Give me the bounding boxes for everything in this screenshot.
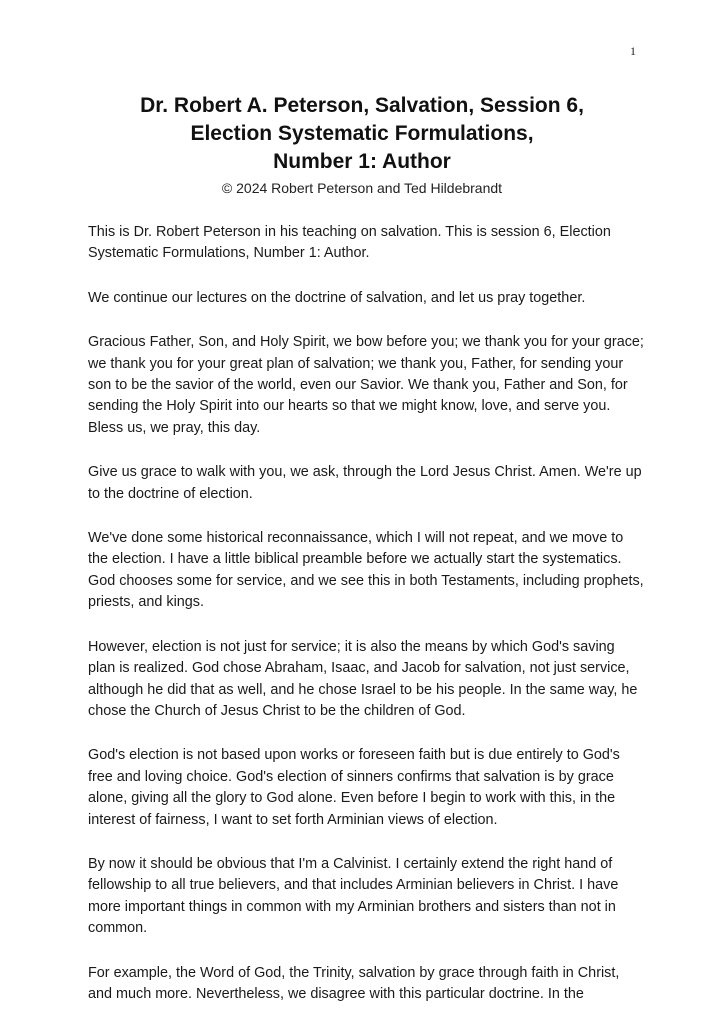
document-body <box>88 222 644 1028</box>
paragraph: Give us grace to walk with you, we ask, through the Lord Jesus Christ. Amen. We're up to the doctrine of election. <box>88 464 642 502</box>
document-title-line-3: Number 1: Author <box>273 150 451 173</box>
document-title-line-2: Election Systematic Formulations, <box>190 122 534 145</box>
paragraph: However, election is not just for service; it is also the means by which God's saving plan is realized. God chose Abraham, Isaac, and Jacob for salvation, not just service, although he did that as well, and he chose Israel to be his people. In the same way, he chose the Church of Jesus Christ to be the children of God. <box>88 638 638 719</box>
paragraph: We've done some historical reconnaissance, which I will not repeat, and we move to the election. I have a little biblical preamble before we actually start the systematics. God chooses some for service, and we see this in both Testaments, including prophets, priests, and kings. <box>88 530 644 611</box>
copyright-notice: © 2024 Robert Peterson and Ted Hildebrandt <box>221 180 503 196</box>
page-number: 1 <box>630 44 636 58</box>
paragraph: Gracious Father, Son, and Holy Spirit, we bow before you; we thank you for your grace; we thank you for your great plan of salvation; we thank you, Father, for sending your son to be the savior of the world, even our Savior. We thank you, Father and Son, for sending the Holy Spirit into our hearts so that we might know, love, and serve you. Bless us, we pray, this day. <box>88 334 644 436</box>
paragraph: For example, the Word of God, the Trinity, salvation by grace through faith in Christ, and much more. Nevertheless, we disagree with this particular doctrine. In the <box>88 964 620 1002</box>
paragraph: By now it should be obvious that I'm a Calvinist. I certainly extend the right hand of fellowship to all true believers, and that includes Arminian believers in Christ. I have more important things in common with my Arminian brothers and sisters than not in common. <box>88 855 619 937</box>
document-header <box>60 92 664 198</box>
paragraph: We continue our lectures on the doctrine of salvation, and let us pray together. <box>88 289 586 306</box>
paragraph: God's election is not based upon works or foreseen faith but is due entirely to God's free and loving choice. God's election of sinners confirms that salvation is by grace alone, giving all the glory to God alone. Even before I begin to work with this, in the interest of fairness, I want to set forth Arminian views of election. <box>88 747 620 828</box>
document-title-line-1: Dr. Robert A. Peterson, Salvation, Session 6, <box>140 94 584 117</box>
paragraph: This is Dr. Robert Peterson in his teaching on salvation. This is session 6, Election Systematic Formulations, Number 1: Author. <box>88 224 611 262</box>
